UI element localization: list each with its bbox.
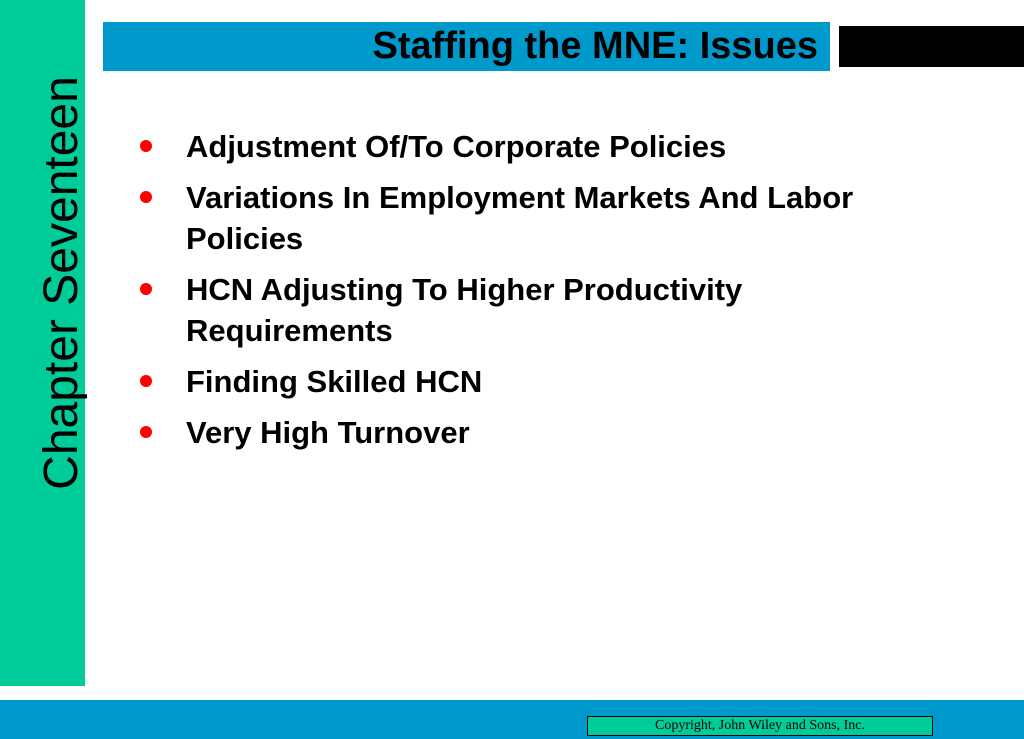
- copyright-notice: Copyright, John Wiley and Sons, Inc.: [587, 716, 933, 736]
- chapter-label: Chapter Seventeen: [35, 76, 88, 490]
- slide-title: Staffing the MNE: Issues: [372, 25, 818, 67]
- bullet-item: [136, 126, 956, 167]
- bullet-item: [136, 361, 956, 402]
- title-bar: [103, 22, 830, 71]
- bullet-text: Very High Turnover: [186, 415, 470, 450]
- bullet-dot-icon: [140, 140, 152, 152]
- bullet-dot-icon: [140, 191, 152, 203]
- bullet-item: [136, 412, 956, 453]
- sidebar-band: [0, 0, 88, 686]
- bullet-text: Variations In Employment Markets And Labor Policies: [186, 180, 854, 256]
- bullet-text: Adjustment Of/To Corporate Policies: [186, 129, 727, 164]
- bullet-text: HCN Adjusting To Higher Productivity Requirements: [186, 272, 743, 348]
- bullet-list: [136, 126, 956, 463]
- bullet-dot-icon: [140, 375, 152, 387]
- bullet-dot-icon: [140, 283, 152, 295]
- bullet-item: [136, 177, 956, 259]
- header-black-box: [839, 26, 1024, 67]
- bullet-dot-icon: [140, 426, 152, 438]
- bullet-item: [136, 269, 956, 351]
- bullet-text: Finding Skilled HCN: [186, 364, 483, 399]
